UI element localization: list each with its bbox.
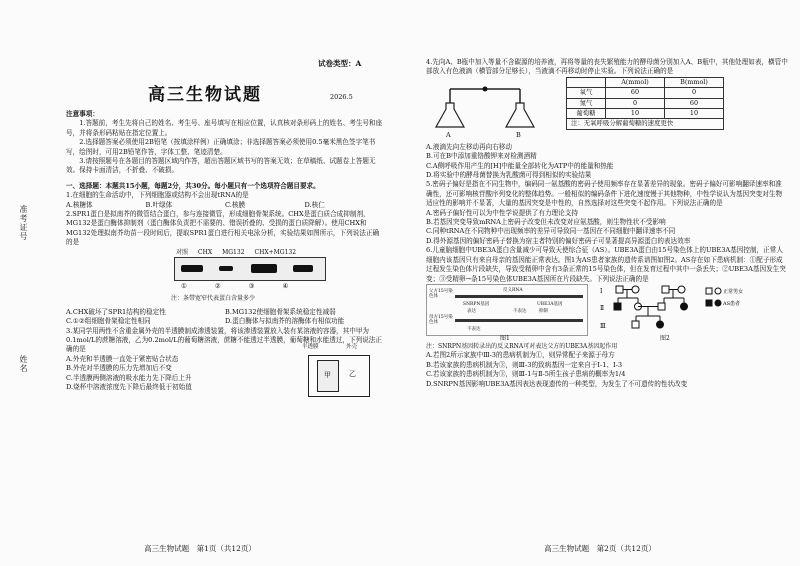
binding-label-name: 姓名 xyxy=(19,355,28,373)
table-header-row xyxy=(567,77,724,87)
osmosis-container xyxy=(308,355,370,397)
table-note: 注：无氧呼吸分解葡萄糖的速度更快 xyxy=(567,119,724,129)
chromosome-maternal xyxy=(455,319,583,322)
option-a: A.CHX破坏了SPR1结构的稳定性 xyxy=(66,307,166,316)
table-cell: A(mmol) xyxy=(606,77,665,87)
question-1-options xyxy=(66,201,384,210)
table-cell: 0 xyxy=(665,88,724,98)
option-c: C.半透膜两侧溶液的吸水能力先下降后上升 xyxy=(66,373,192,382)
fig1-label-not-express-2: 不表达 xyxy=(467,326,481,332)
notice-item: 2.选择题答案必须使用2B铅笔（按填涂样例）正确填涂；非选择题答案必须使用0.5毫米黑色签字笔书写，绘图时，可用2B铅笔作答，字体工整、笔迹清楚。 xyxy=(66,138,376,156)
question-4-table xyxy=(566,77,724,130)
notice-item: 3.请按照题号在各题目的答题区域内作答，超出答题区域书写的答案无效；在草稿纸、试题卷上答题无效。保持卡面清洁，不折叠、不破损。 xyxy=(66,157,376,175)
flask-label-a: A xyxy=(446,130,451,139)
inner-chamber xyxy=(317,360,339,392)
option-c: C.A侧呼吸作用产生的[H]中能量全部转化为ATP中的能量和热能 xyxy=(426,161,614,170)
exam-date: 2026.5 xyxy=(330,93,353,101)
question-4-table-wrap xyxy=(566,77,724,130)
question-4-figure xyxy=(426,77,788,143)
question-1-stem: 1.在细胞的生命活动中，下列细胞器或结构不会出现tRNA的是 xyxy=(66,191,249,200)
fig1-label-express: 表达 xyxy=(467,308,476,314)
gel-note: 注：条带宽窄代表蛋白含量多少 xyxy=(171,294,256,302)
lane-number: ③ xyxy=(248,281,255,290)
table-cell: 0 xyxy=(606,98,665,108)
table-cell: 氮气 xyxy=(567,98,606,108)
page-footer: 高三生物试题 第2页（共12页） xyxy=(544,544,656,553)
gel-labels xyxy=(176,248,296,257)
legend-normal: 正常男女 xyxy=(723,288,744,295)
lane-number: ① xyxy=(181,281,187,290)
fig-label-shell: 外壳 xyxy=(346,343,358,350)
page-title: 高三生物试题 xyxy=(148,85,262,105)
gel-band-2 xyxy=(219,266,233,271)
table-cell: 60 xyxy=(606,88,665,98)
question-3-stem: 3.某同学用两性不含重金属外壳的半透膜制成渗透装置，将该渗透装置放入装有某溶液的容器，其中甲为0.1mol/L的蔗糖溶液，乙为0.2mol/L的葡萄糖溶液，蔗糖不能透过半透膜，葡萄糖和水能透过，下列说法正确的是 xyxy=(66,326,382,354)
flask-label-b: B xyxy=(516,130,521,139)
option-b: B.叶绿体 xyxy=(145,200,173,209)
option-a: A.密码子偏好性可以为中性学说提供了有力理论支持 xyxy=(426,208,578,217)
paper-type: 试卷类型：A xyxy=(318,59,362,68)
fig1-label-ube3a: UBE3A基因 xyxy=(537,301,563,307)
page-footer: 高三生物试题 第1页（共12页） xyxy=(144,544,256,553)
fig1-label-maternal: 母方15号染色体 xyxy=(429,314,453,325)
gen-label: Ⅲ xyxy=(600,322,606,330)
table-row xyxy=(567,98,724,108)
chromosome-paternal xyxy=(455,295,583,298)
option-a: A.外壳和半透膜一直处于紧密贴合状态 xyxy=(66,354,179,363)
gel-figure xyxy=(66,248,384,308)
binding-strip xyxy=(0,0,56,566)
table-cell: 10 xyxy=(665,109,724,119)
figure-1-label: 图1 xyxy=(500,334,510,342)
option-c: C.核膜 xyxy=(225,200,246,209)
question-6-stem: 6.儿童脑细胞中UBE3A蛋白含量减少可导致天使综合征（AS）。UBE3A蛋白由15号染色体上的UBE3A基因控制，正常人细胞内该基因只有来自母亲的基因能正常表达。图1为AS患者家族的遗传系谱图如图2。AS存在如下患病机制：①配子形成过程发生染色体片段缺失，导致受精卵中含有3条正常的15号染色体，但在发育过程中其中一条丢失；②UBE3A基因发生突变；③受精卵→条15号染色体UBE3A基因所在片段缺失。下列说法正确的是 xyxy=(426,246,786,283)
gel-label: MG132 xyxy=(222,248,245,256)
option-b: B.外壳对半透膜的压力先增加后不变 xyxy=(66,364,172,373)
question-5-stem: 5.密码子偏好是指在不同生物中，编码同一氨基酸的密码子使用频率存在显著差异的现象。密码子偏好可影响翻译速率和准确性，还可影响核苷酸序列变化的整体趋势。一般相似的编码条件下进化速度慢于其他物种，中性学说认为基因突变对生物适应性的影响并不显著，大量的基因突变是中性的，自然选择对这些突变不起作用。下列说法正确的是 xyxy=(426,180,783,208)
fig-label-jia: 甲 xyxy=(324,370,331,379)
page1-content xyxy=(66,110,384,392)
lane-number: ④ xyxy=(282,281,289,290)
osmosis-figure xyxy=(302,343,374,399)
option-d: D.核仁 xyxy=(304,200,325,209)
fig-label-membrane: 半透膜 xyxy=(302,343,319,350)
table-cell: 氧气 xyxy=(567,88,606,98)
option-a: A.若图2所示家族中Ⅲ-3的患病机制为①，则异常配子来源于母方 xyxy=(426,351,615,360)
option-d: D.SNRPN基因影响UBE3A基因表达表现遗传的一种类型，为发生了不可遗传的性状改变 xyxy=(426,379,688,388)
table-cell: 葡萄糖 xyxy=(567,109,606,119)
option-b: B.MG132使细胞骨架系统稳定性减弱 xyxy=(225,307,336,316)
lane-numbers xyxy=(181,282,288,291)
fig1-label-antisense: 反义RNA xyxy=(503,287,523,293)
fig-label-yi: 乙 xyxy=(349,369,356,378)
option-d: D.蛋白酶体与拟南芥的溶酶体有相似功能 xyxy=(225,317,345,326)
question-2-stem: 2.SPR1蛋白是拟南芥的微管结合蛋白，参与连接微管，形成细胞骨架系统。CHX是蛋白质合成抑制剂，MG132是蛋白酶体抑制剂（蛋白酶体负责把不需要的、错误折叠的、受损的蛋白质降解）。使用CHX和MG132处理拟南芥幼苗一段时间后，提取SPR1蛋白进行相关电泳分析，实验结果如图所示，下列说法正确的是 xyxy=(66,210,380,247)
notice-heading: 注意事项： xyxy=(66,110,99,118)
table-note-row xyxy=(567,119,724,129)
gel-label: CHX xyxy=(198,248,213,256)
option-c: C.同种tRNA在不同物种中出现频率的差异可导致同一基因在不同细胞中翻译速率不同 xyxy=(426,227,676,236)
question-3-body xyxy=(66,343,384,393)
option-a: A.液滴先向左移动再向右移动 xyxy=(426,142,512,151)
table-row xyxy=(567,109,724,119)
question-3-options xyxy=(66,355,286,393)
fig1-label-snrpn: SNRPN基因 xyxy=(463,301,490,307)
gel-band-3 xyxy=(251,264,277,273)
legend-affected: AS患者 xyxy=(723,300,741,307)
option-d: D.将实验中的酵母菌替换为乳酸菌可得到相似的实验结果 xyxy=(426,171,592,180)
option-b: B.若该家族的患病机制为③，则Ⅲ-3的致病基因一定来自于Ⅰ-1、Ⅰ-3 xyxy=(426,360,623,369)
table-cell xyxy=(567,77,606,87)
gel-label: 对照 xyxy=(176,248,189,256)
gel-band-1 xyxy=(181,265,203,272)
fig1-label-not-express: 不表达 xyxy=(513,308,527,314)
pedigree-chart xyxy=(598,284,748,334)
option-c: C.若该家族的患病机制为③，则Ⅲ-1与Ⅱ-5所生孩子患病的概率为1/4 xyxy=(426,370,626,379)
question-4-stem: 4.先向A、B瓶中加入等量不含碳源的培养液，再将等量的丧失繁殖能力的酵母菌分别加入A、B瓶中，其他处理如表，横管中部放入有色液滴（横管部分足够长），当液滴不再移动时停止实验。下列说法正确的是 xyxy=(426,58,788,76)
option-b: B.若基因突变导致mRNA上密码子改变但未改变对应氨基酸，则生物性状不受影响 xyxy=(426,218,666,227)
question-2-options xyxy=(66,308,384,327)
option-d: D.烧杯中溶液浓度先下降后最终低于初始值 xyxy=(66,382,192,391)
option-b: B.可在B中添加重铬酸钾来对检测酒精 xyxy=(426,152,537,161)
fig1-label-inhibit: 抑制 xyxy=(539,308,548,314)
gel-band-4 xyxy=(293,265,313,272)
section-heading: 一、选择题：本题共15小题，每题2分，共30分。每小题只有一个选项符合题目要求。 xyxy=(66,181,320,190)
notice-item: 1.答题前，考生先将自己的姓名、考生号、座号填写在相应位置，认真核对条形码上的姓名、考生号和座号，并将条形码粘贴在指定位置上。 xyxy=(66,119,383,137)
fig1-label-paternal: 父方15号染色体 xyxy=(429,288,453,299)
table-cell: 60 xyxy=(665,98,724,108)
figure-2-label: 图2 xyxy=(660,334,670,342)
gel-label: CHX+MG132 xyxy=(254,248,297,256)
question-6-note: 注：SNRPN基因转录出的反义RNA可对表达父方的UBE3A基因起作用 xyxy=(426,342,618,350)
gen-label: Ⅰ xyxy=(600,287,603,295)
figure-1 xyxy=(426,284,588,336)
option-d: D.得外源基因的偏好密码子替换为宿主者特别的偏好密码子可显著提高异源蛋白的表达效率 xyxy=(426,236,691,245)
gen-label: Ⅱ xyxy=(600,304,605,312)
table-cell: B(mmol) xyxy=(665,77,724,87)
page2-content xyxy=(426,58,788,389)
option-c: C.①②组细胞骨架稳定性相同 xyxy=(66,317,151,326)
lane-number: ② xyxy=(214,281,221,290)
exam-page-2 xyxy=(400,0,800,566)
binding-label-id: 准考证号 xyxy=(19,205,28,241)
gel-image xyxy=(174,257,326,281)
option-a: A.核糖体 xyxy=(66,200,93,209)
table-row xyxy=(567,88,724,98)
table-cell: 10 xyxy=(606,109,665,119)
question-6-figures xyxy=(426,284,788,342)
